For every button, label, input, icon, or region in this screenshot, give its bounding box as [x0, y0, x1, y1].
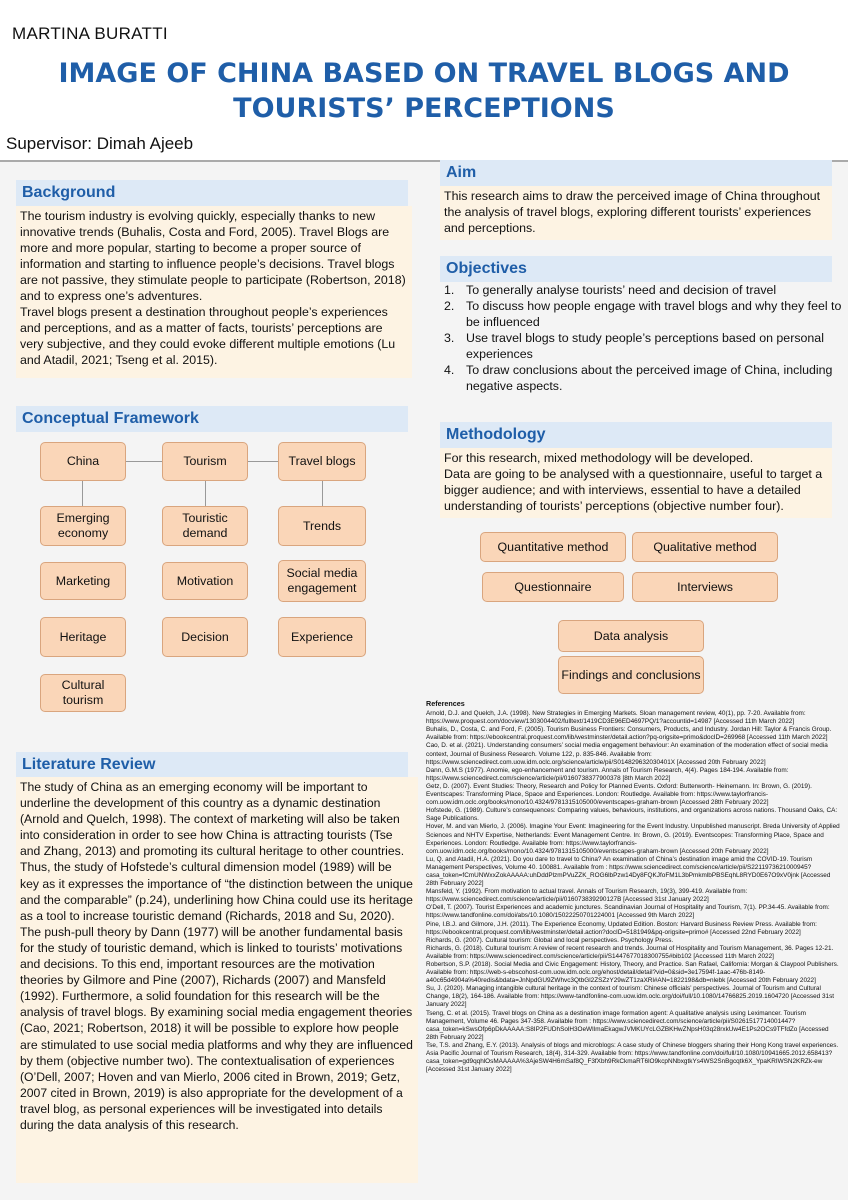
reference-item: Richards, G. (2018). Cultural tourism: A review of recent research and trends. Journal of Hospitality and Tourism Management, 36. Pages 12-21. Available from: https://www.sciencedirect.com/science/article/pii/S1447677018300755#bib102 [Accessed 11th March 2022] — [426, 944, 834, 960]
reference-item: Lu, Q. and Atadil, H.A. (2021). Do you dare to travel to China? An examination of China’s destination image amid the COVID-19. Tourism Management Perspectives, Volume 40. 100881. Available from : https://www.sciencedirect.com/science/article/pii/S2211973621000945?casa_token=fCmUNWxxZokAAAAA:uhDddPlzmPVuZZK_ROG6lbPzw14Dy8FQKJfoFM1L3bPmkmlbPBSEqhL8RYD0E67O9xV0jnk [Accessed 28th February 2022] — [426, 855, 831, 888]
framework-node-motivation: Motivation — [162, 562, 248, 600]
aim-text: This research aims to draw the perceived image of China throughout the analysis of travel blogs, exploring different tourists’ experiences and perceptions. — [440, 186, 832, 240]
reference-item: Dann, G.M.S (1977). Anomie, ego-enhancement and tourism. Annals of Tourism Research, 4(4). Pages 184-194. Available from: https://www.sciencedirect.com/science/article/pii/0160738377900378 [8th March 2022] — [426, 766, 789, 782]
methodology-paragraph-2: Data are going to be analysed with a questionnaire, useful to target a bigger audience; and with interviews, essential to have a detailed understanding of tourists’ perceptions (objective number four). — [444, 467, 823, 513]
objective-text: To draw conclusions about the perceived image of China, including negative aspects. — [466, 363, 833, 393]
supervisor: Supervisor: Dimah Ajeeb — [6, 134, 194, 153]
objective-text: Use travel blogs to study people’s perceptions based on personal experiences — [466, 331, 824, 361]
poster-title — [0, 56, 848, 126]
methodology-text — [440, 448, 832, 518]
framework-connector — [82, 481, 83, 506]
background-paragraph-1: The tourism industry is evolving quickly, especially thanks to new innovative trends (Buhalis, Costa and Ford, 2005). Travel Blogs are more and more popular, starting to become a proper source of information and starting to influence people’s decisions. Travel blogs are not passive, they stimulate people to participate (Robertson, 2018) and to express one’s adventures. — [20, 209, 406, 303]
framework-node-touristic-demand: Touristic demand — [162, 506, 248, 546]
methodology-paragraph-1: For this research, mixed methodology will be developed. — [444, 451, 754, 465]
reference-item: Su, J. (2020). Managing intangible cultural heritage in the context of tourism: Chinese officials’ perspectives. Journal of Tourism and Cultural Change, 18(2), 164-186. Available from: https://www-tandfonline-com.uow.idm.oclc.org/doi/full/10.1080/14766825.2019.1604720 [Accessed 31st January 2022] — [426, 985, 835, 1009]
objectives-heading: Objectives — [440, 256, 832, 282]
reference-item: Tse, T.S. and Zhang, E.Y. (2013). Analysis of blogs and microblogs: A case study of Chinese bloggers sharing their Hong Kong travel experiences. Asia Pacific Journal of Tourism Research, 18(4), 314-329. Available from: https://www.tandfonline.com/doi/full/10.1080/10941665.2012.658413?casa_token=gd9qqhlOsMAAAAA%3AjeSW4H6mSaf8Q_F3fXbh9RkCkmaRT6lO9kcpNNbxgtkYs4WS2SnBgcqtk6X_YpaKRIWSN2KRZk-ew [Accessed 31st January 2022] — [426, 1041, 839, 1074]
framework-connector — [248, 461, 278, 462]
framework-node-decision: Decision — [162, 617, 248, 657]
method-node-findings: Findings and conclusions — [558, 656, 704, 694]
objective-item — [444, 282, 844, 298]
objective-item — [444, 298, 844, 330]
reference-item: Hover, M. and van Mierlo, J. (2006). Imagine Your Event: Imagineering for the Event Industry. Unpublished manuscript. Breda University of Applied Sciences and NHTV Expertise, Netherlands: Event Management Centre. In: Brown, G. (2019). Eventscopes: Transforming Place, Space and Experiences. London: Routledge. Available from: https://www.taylorfrancis-com.uow.idm.oclc.org/books/mono/10.4324/9781315105000/eventscapes-graham-brown [Accessed 20th February 2022] — [426, 823, 840, 855]
framework-node-trends: Trends — [278, 506, 366, 546]
method-node-qualitative: Qualitative method — [632, 532, 778, 562]
objective-text: To generally analyse tourists’ need and decision of travel — [466, 283, 777, 297]
poster-title-line-1: IMAGE OF CHINA BASED ON TRAVEL BLOGS AND — [58, 58, 790, 89]
framework-node-experience: Experience — [278, 617, 366, 657]
methodology-heading: Methodology — [440, 422, 832, 448]
framework-connector — [205, 481, 206, 506]
framework-node-social-media-engagement: Social media engagement — [278, 560, 366, 602]
objective-number: 2. — [444, 299, 455, 313]
reference-item: Tseng, C. et al. (2015). Travel blogs on China as a destination image formation agent: A qualitative analysis using Leximancer. Tourism Management, Volume 46. Pages 347-358. Available from : https://www.sciencedirect.com/science/article/pii/S0261517714001447?casa_token=kSwsOfp6pDkAAAAA:S8IP2FUDhSolH3OeWIlmaEkagwJVMKUYcLGZBKHwZNpsH03q28rxkUw4E1Ps2OCs9TFfdZo [Accessed 28th February 2022] — [426, 1009, 829, 1041]
objective-item — [444, 362, 844, 394]
background-heading: Background — [16, 180, 408, 206]
framework-heading: Conceptual Framework — [16, 406, 408, 432]
references — [426, 700, 842, 1074]
objective-number: 3. — [444, 331, 455, 345]
framework-node-china: China — [40, 442, 126, 481]
method-node-interviews: Interviews — [632, 572, 778, 602]
method-node-quantitative: Quantitative method — [480, 532, 626, 562]
reference-item: Mansfeld, Y. (1992). From motivation to actual travel. Annals of Tourism Research, 19(3), 399-419. Available from: https://www.sciencedirect.com/science/article/pii/016073839290127B [Accessed 31st January 2022] — [426, 888, 748, 904]
background-paragraph-2: Travel blogs present a destination throughout people’s experiences and perceptions, and as a matter of facts, tourists’ perceptions are very subjective, and they could evoke different multiple emotions (Lu and Atadil, 2021; Tseng et al. 2015). — [20, 305, 396, 367]
background-text — [16, 206, 412, 378]
reference-item: Cao, D. et al. (2021). Understanding consumers’ social media engagement behaviour: An examination of the moderation effect of social media context, Journal of Business Research. Volume 122, p. 835-846. Available from: https://www.sciencedirect.com.uow.idm.oclc.org/science/article/pii/S014829632030401X [Accessed 20th February 2022] — [426, 742, 828, 766]
reference-item: Robertson, S.P. (2018). Social Media and Civic Engagement: History, Theory, and Practice. San Rafael, California: Morgan & Claypool Publishers. Available from: https://web-s-ebscohost-com.uow.idm.oclc.org/ehost/detail/detail?vid=0&sid=3e17594f-1aac-476b-8149-a40c65d4904a%40redis&bdata=JnNpdGU9ZWhvc3QtbGl2ZSZzY29wZT1zaXRl#AN=1822198&db=nlebk [Accessed 20th February 2022] — [426, 961, 839, 985]
objective-number: 4. — [444, 363, 455, 377]
objectives-list — [444, 282, 844, 394]
literature-text: The study of China as an emerging economy will be important to underline the development of this country as a dynamic destination (Arnold and Quelch, 1998). The context of marketing will also be taken into consideration in order to see how China is attracting tourists (Tse and Zhang, 2013) and promoting its cultural heritage to other countries. Thus, the study of Hofstede’s cultural dimension model (1989) will be key as it expresses the importance of “the distinction between the unique and the comparable” (p.24), underlining how China could use its heritage as a tool to increase touristic demand (Richards, 2018 and Su, 2020). The push-pull theory by Dann (1977) will be another fundamental basis for the study of touristic demand, which is linked to tourists’ motivations and decisions. To this end, important resources are the motivation theories by Gilmore and Pine (2007), Richards (2007) and Mansfeld (1992). Furthermore, a solid foundation for this research will be the analysis of travel blogs. By examining social media engagement theories (Cao, 2021; Robertson, 2018) it will be possible to explore how people are stimulated to use social media platforms and why they are influenced by them (objective number two). The contextualisation of experiences (O’Dell, 2007; Hoven and van Mierlo, 2006 cited in Brown, 2019; Getz, 2007 cited in Brown, 2019) is also appropriate for the development of a travel blog, as personal experiences will be investigated into details during the data analysis of this research. — [16, 777, 418, 1183]
framework-node-heritage: Heritage — [40, 617, 126, 657]
framework-node-marketing: Marketing — [40, 562, 126, 600]
aim-heading: Aim — [440, 160, 832, 186]
reference-item: Pine, I.B.J. and Gilmore, J.H. (2011). The Experience Economy, Updated Edition. Boston: Harvard Business Review Press. Available from: https://ebookcentral.proquest.com/lib/westminster/detail.action?docID=5181949&pq-origsite=primo# [Accessed 22nd February 2022] — [426, 920, 817, 936]
framework-node-emerging-economy: Emerging economy — [40, 506, 126, 546]
reference-item: O’Dell, T. (2007). Tourist Experiences and academic junctures. Scandinavian Journal of Hospitality and Tourism, 7(1). PP.34-45. Available from: https://www.tandfonline.com/doi/abs/10.1080/15022250701224001 [Accessed 9th March 2022] — [426, 904, 830, 920]
author-name: MARTINA BURATTI — [12, 24, 168, 43]
literature-heading: Literature Review — [16, 752, 408, 778]
references-heading: References — [426, 699, 465, 708]
reference-item: Buhalis, D., Costa, C. and Ford, F. (2005). Tourism Business Frontiers: Consumers, Products, and Industry. Jordan Hill: Taylor & Francis Group. Available from: https://ebookcentral.proquest.com/lib/westminster/detail.action?pq-origsite=primo&docID=269968 [Accessed 11th March 2022] — [426, 726, 832, 742]
poster-title-line-2: TOURISTS’ PERCEPTIONS — [233, 93, 615, 124]
framework-connector — [126, 461, 162, 462]
method-node-questionnaire: Questionnaire — [482, 572, 624, 602]
reference-item: Richards, G. (2007). Cultural tourism: Global and local perspectives. Psychology Press. — [426, 936, 674, 944]
objective-number: 1. — [444, 283, 455, 297]
reference-item: Hofstede, G. (1989). Culture’s consequences: Comparing values, behaviours, institutions, and organizations across nations. Thousand Oaks, CA: Sage Publications. — [426, 807, 838, 823]
framework-node-cultural-tourism: Cultural tourism — [40, 674, 126, 712]
framework-node-travel-blogs: Travel blogs — [278, 442, 366, 481]
reference-item: Arnold, D.J. and Quelch, J.A. (1998). New Strategies in Emerging Markets. Sloan management review, 40(1), pp. 7-20. Available from: https://www.proquest.com/docview/1303004402/fulltext/1419CD3E96ED4697PQ/1?accountid=14987 [Accessed 11th March 2022] — [426, 710, 806, 726]
method-node-data-analysis: Data analysis — [558, 620, 704, 652]
reference-item: Getz, D. (2007). Event Studies: Theory, Research and Policy for Planned Events. Oxford: Butterworth- Heinemann. In: Brown, G. (2019). Eventscapes: Transforming Place, Space and Experiences. London: Routledge. Available from: https://www.taylorfrancis-com.uow.idm.oclc.org/books/mono/10.4324/9781315105000/eventscapes-graham-brown [Accessed 28th February 2022] — [426, 782, 812, 807]
framework-connector — [322, 481, 323, 506]
objective-text: To discuss how people engage with travel blogs and why they feel to be influenced — [466, 299, 842, 329]
framework-node-tourism: Tourism — [162, 442, 248, 481]
objective-item — [444, 330, 844, 362]
